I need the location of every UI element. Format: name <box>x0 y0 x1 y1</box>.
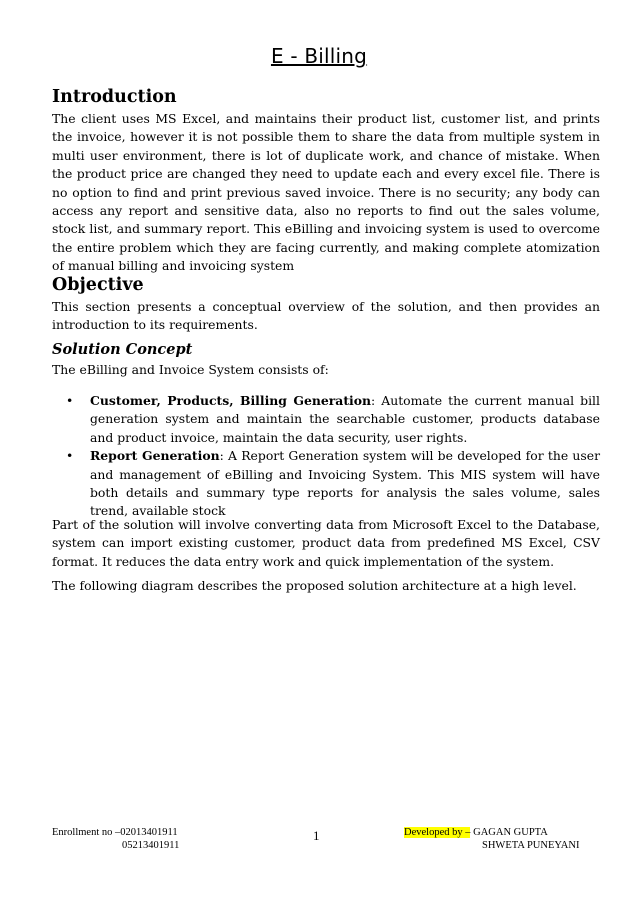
introduction-heading: Introduction <box>52 87 177 107</box>
developer-1: GAGAN GUPTA <box>470 827 548 838</box>
bullet-text: : A Report Generation system will be developed for the user and management of eBilling and Invoicing System. This MIS system will have both details and summary type reports for analysis the sales volume, sales trend, available stock <box>90 448 601 519</box>
introduction-text: The client uses MS Excel, and maintains their product list, customer list, and prints the invoice, however it is not possible them to share the data from multiple system in multi user environment, there is lot of duplicate work, and chance of mistake. When the product price are changed they need to update each and every excel file. There is no option to find and print previous saved invoice. There is no security; any body can access any report and sensitive data, also no reports to find out the sales volume, stock list, and summary report. This eBilling and invoicing system is used to overcome the entire problem which they are facing currently, and making complete atomization of manual billing and invoicing system <box>52 111 600 274</box>
footer-developers <box>404 826 579 852</box>
objective-text: This section presents a conceptual overview of the solution, and then provides an introduction to its requirements. <box>52 299 600 333</box>
developer-2: SHWETA PUNEYANI <box>482 840 580 851</box>
bullet-icon: • <box>66 448 74 464</box>
solution-concept-intro: The eBilling and Invoice System consists of: <box>52 362 329 377</box>
list-item <box>52 447 600 521</box>
page-number: 1 <box>313 828 320 843</box>
bullet-text: : Automate the current manual bill generation system and maintain the searchable customer, products database and product invoice, maintain the data security, user rights. <box>90 393 600 445</box>
developed-by-label: Developed by – <box>404 827 471 838</box>
conversion-paragraph: Part of the solution will involve converting data from Microsoft Excel to the Database, system can import existing customer, product data from predefined MS Excel, CSV format. It reduces the data entry work and quick implementation of the system. <box>52 517 600 569</box>
diagram-paragraph: The following diagram describes the proposed solution architecture at a high level. <box>52 578 577 593</box>
enrollment-line-1: Enrollment no –02013401911 <box>52 827 178 838</box>
footer-enrollment <box>52 826 179 852</box>
list-item <box>52 392 600 447</box>
bullet-bold-label: Report Generation <box>90 448 220 464</box>
document-title: E - Billing <box>270 44 368 68</box>
solution-bullet-list <box>52 392 600 521</box>
solution-concept-heading: Solution Concept <box>52 341 193 358</box>
enrollment-line-2: 05213401911 <box>122 840 180 851</box>
objective-heading: Objective <box>52 275 144 295</box>
bullet-icon: • <box>66 393 74 408</box>
bullet-bold-label: Customer, Products, Billing Generation <box>90 393 372 408</box>
